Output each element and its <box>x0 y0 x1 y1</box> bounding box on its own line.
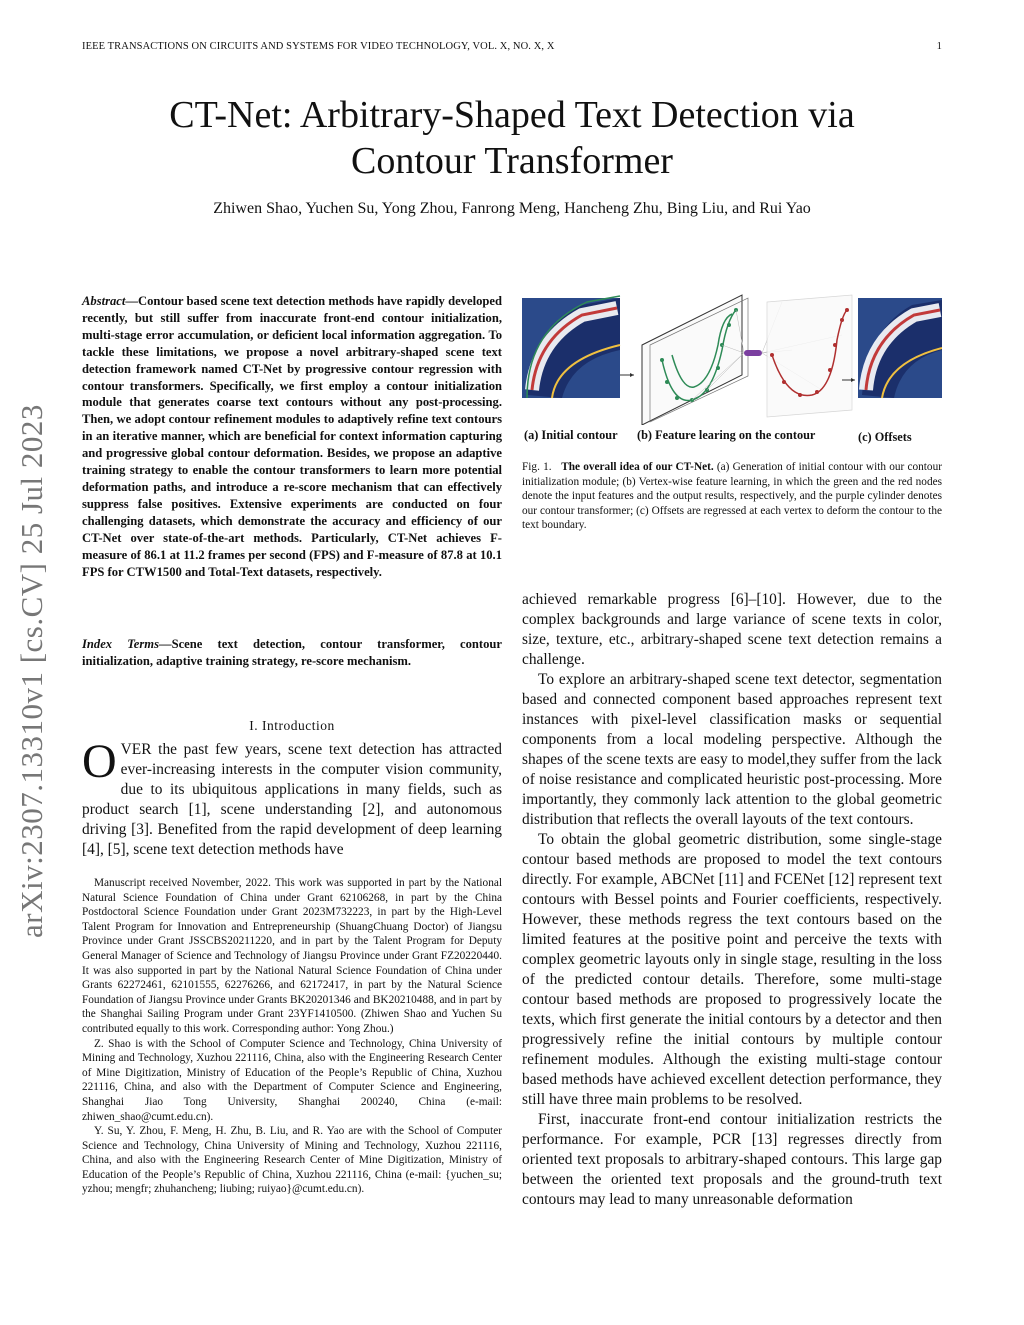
drop-cap: O <box>82 735 117 788</box>
figure-1-illustration <box>522 290 942 425</box>
abstract <box>82 293 502 580</box>
index-terms-label: Index Terms <box>82 637 159 651</box>
caption-text: (a) Generation of initial contour with our contour initialization module; (b) Vertex-wise feature learning, in which the green and the red nodes denote the input features and the output results, respectively, and the purple cylinder denotes our contour transformer; (c) Offsets are regressed at each vertex to deform the contour to the text boundary. <box>522 461 942 532</box>
footnote-affiliation-shao: Z. Shao is with the School of Computer Science and Technology, China University of Mining and Technology, Xuzhou 221116, China, also with the Engineering Research Center of Mine Digitization, Ministry of Education of the People’s Republic of China, Xuzhou 221116, China, and also with the Department of Computer Science and Engineering, Shanghai Jiao Tong University, Shanghai 200240, China (e-mail: zhiwen_shao@cumt.edu.cn). <box>82 1037 502 1123</box>
sublabel-initial-contour: (a) Initial contour <box>524 428 618 442</box>
title-line-1: CT-Net: Arbitrary-Shaped Text Detection via <box>169 94 855 136</box>
index-terms <box>82 636 502 670</box>
page-number: 1 <box>936 41 942 52</box>
index-terms-text: —Scene text detection, contour transformer, contour initialization, adaptive training strategy, re-score mechanism. <box>82 637 502 668</box>
running-header <box>82 41 942 52</box>
intro-paragraph <box>82 735 502 860</box>
author-list: Zhiwen Shao, Yuchen Su, Yong Zhou, Fanrong Meng, Hancheng Zhu, Bing Liu, and Rui Yao <box>213 200 811 217</box>
figure-1 <box>522 290 942 450</box>
abstract-label: Abstract <box>82 294 126 308</box>
sublabel-offsets: (c) Offsets <box>858 430 912 444</box>
offsets-image <box>858 298 942 398</box>
footnotes <box>82 876 502 1197</box>
figure-1-caption <box>522 460 942 533</box>
initial-contour-image <box>522 296 620 398</box>
abstract-text: —Contour based scene text detection methods have rapidly developed recently, but still suffer from inaccurate front-end contour initialization, multi-stage error accumulation, or deficient local information aggregation. To tackle these limitations, we propose a novel arbitrary-shaped scene text detection framework named CT-Net by progressive contour regression with contour transformers. Specifically, we first employ a contour initialization module that generates coarse text contours without any post-processing. Then, we adopt contour refinement modules to adaptively refine text contours in an iterative manner, which are beneficial for context information capturing and progressive global contour deformation. Besides, we propose an adaptive training strategy to enable the contour transformers to learn more potential deformation paths, and introduce a re-score mechanism that can effectively suppress false positives. Extensive experiments are conducted on four challenging datasets, which demonstrate the accuracy and efficiency of our CT-Net over state-of-the-art methods. Particularly, CT-Net achieves F-measure of 86.1 at 11.2 frames per second (FPS) and F-measure of 87.8 at 10.1 FPS for CTW1500 and Total-Text datasets, respectively. <box>82 294 502 579</box>
right-column-body <box>522 590 942 1210</box>
feature-learning-diagram <box>642 295 852 425</box>
arxiv-stamp: arXiv:2307.13310v1 [cs.CV] 25 Jul 2023 <box>14 404 49 938</box>
paragraph-3: To obtain the global geometric distribution, some single-stage contour based methods are proposed to model the text contours directly. For example, ABCNet [11] and FCENet [12] represent text contours with Bessel points and Fourier coefficients, respectively. However, these methods regress the text contours based on the limited features at the positive point and perceive the texts with complex geometric layouts only in single stage, resulting in the loss of the predicted contour details. Therefore, some multi-stage contour based methods are proposed to progressively locate the texts, which first generate the initial contours by a detector and then progressively refine the initial contours by multiple contour refinement modules. Although the existing multi-stage contour based methods have achieved excellent detection performance, they still have three main problems to be resolved. <box>522 831 942 1108</box>
footnote-affiliation-others: Y. Su, Y. Zhou, F. Meng, H. Zhu, B. Liu, and R. Yao are with the School of Computer Science and Technology, China University of Mining and Technology, Xuzhou 221116, China, and also with the Engineering Research Center of Mine Digitization, Ministry of Education of the People’s Republic of China, Xuzhou 221116, China (e-mail: {yuchen_su; yzhou; mengfr; zhuhancheng; liubing; ruiyao}@cumt.edu.cn). <box>82 1125 502 1196</box>
paragraph-1: achieved remarkable progress [6]–[10]. However, due to the complex backgrounds and large variance of scene texts in color, size, texture, etc., arbitrary-shaped scene text detection remains a challenge. <box>522 591 942 668</box>
sublabel-feature-learning: (b) Feature learing on the contour <box>637 428 816 442</box>
paragraph-4: First, inaccurate front-end contour initialization restricts the performance. For example, PCR [13] regresses directly from oriented text proposals to arbitrary-shaped contours. This large gap between the oriented text proposals and the ground-truth text contours may lead to many unreasonable deformation <box>522 1111 942 1208</box>
paragraph-2: To explore an arbitrary-shaped scene text detector, segmentation based and connected component based approaches represent text instances with pixel-level classification masks or sequential components from a local modeling perspective. Although the shapes of the scene texts are easy to model,they suffer from the lack of noise resistance and complicated heuristic post-processing. More importantly, they commonly lack attention to the global geometric distribution that reflects the overall layouts of the text contours. <box>522 671 942 828</box>
title-line-2: Contour Transformer <box>351 140 673 182</box>
paper-title <box>100 92 924 184</box>
journal-name: IEEE TRANSACTIONS ON CIRCUITS AND SYSTEMS FOR VIDEO TECHNOLOGY, VOL. X, NO. X, X <box>82 41 555 52</box>
footnote-funding: Manuscript received November, 2022. This work was supported in part by the National Natural Science Foundation of China under Grant 62106268, in part by the China Postdoctoral Science Foundation under Grant 2023M732223, in part by the High-Level Talent Program for Innovation and Entrepreneurship (ShuangChuang Doctor) of Jiangsu Province under Grant JSSCBS20211220, and in part by the Talent Program for Deputy General Manager of Science and Technology of Jiangsu Province under Grant FZ20220440. It was also supported in part by the National Natural Science Foundation of China under Grants 62272461, 62101555, 62276266, and 62172417, in part by the Natural Science Foundation of Jiangsu Province under Grants BK20201346 and BK20210488, and in part by the Shanghai Sailing Program under Grant 23YF1410500. (Zhiwen Shao and Yuchen Su contributed equally to this work. Corresponding author: Yong Zhou.) <box>82 877 502 1035</box>
caption-bold: The overall idea of our CT-Net. <box>561 461 714 473</box>
section-heading-introduction: I. Introduction <box>249 718 335 733</box>
caption-label: Fig. 1. <box>522 461 552 473</box>
intro-text: VER the past few years, scene text detection has attracted ever-increasing interests in the computer vision community, due to its ubiquitous applications in many fields, such as product search [1], scene understanding [2], and autonomous driving [3]. Benefited from the rapid development of deep learning [4], [5], scene text detection methods have <box>82 741 502 858</box>
